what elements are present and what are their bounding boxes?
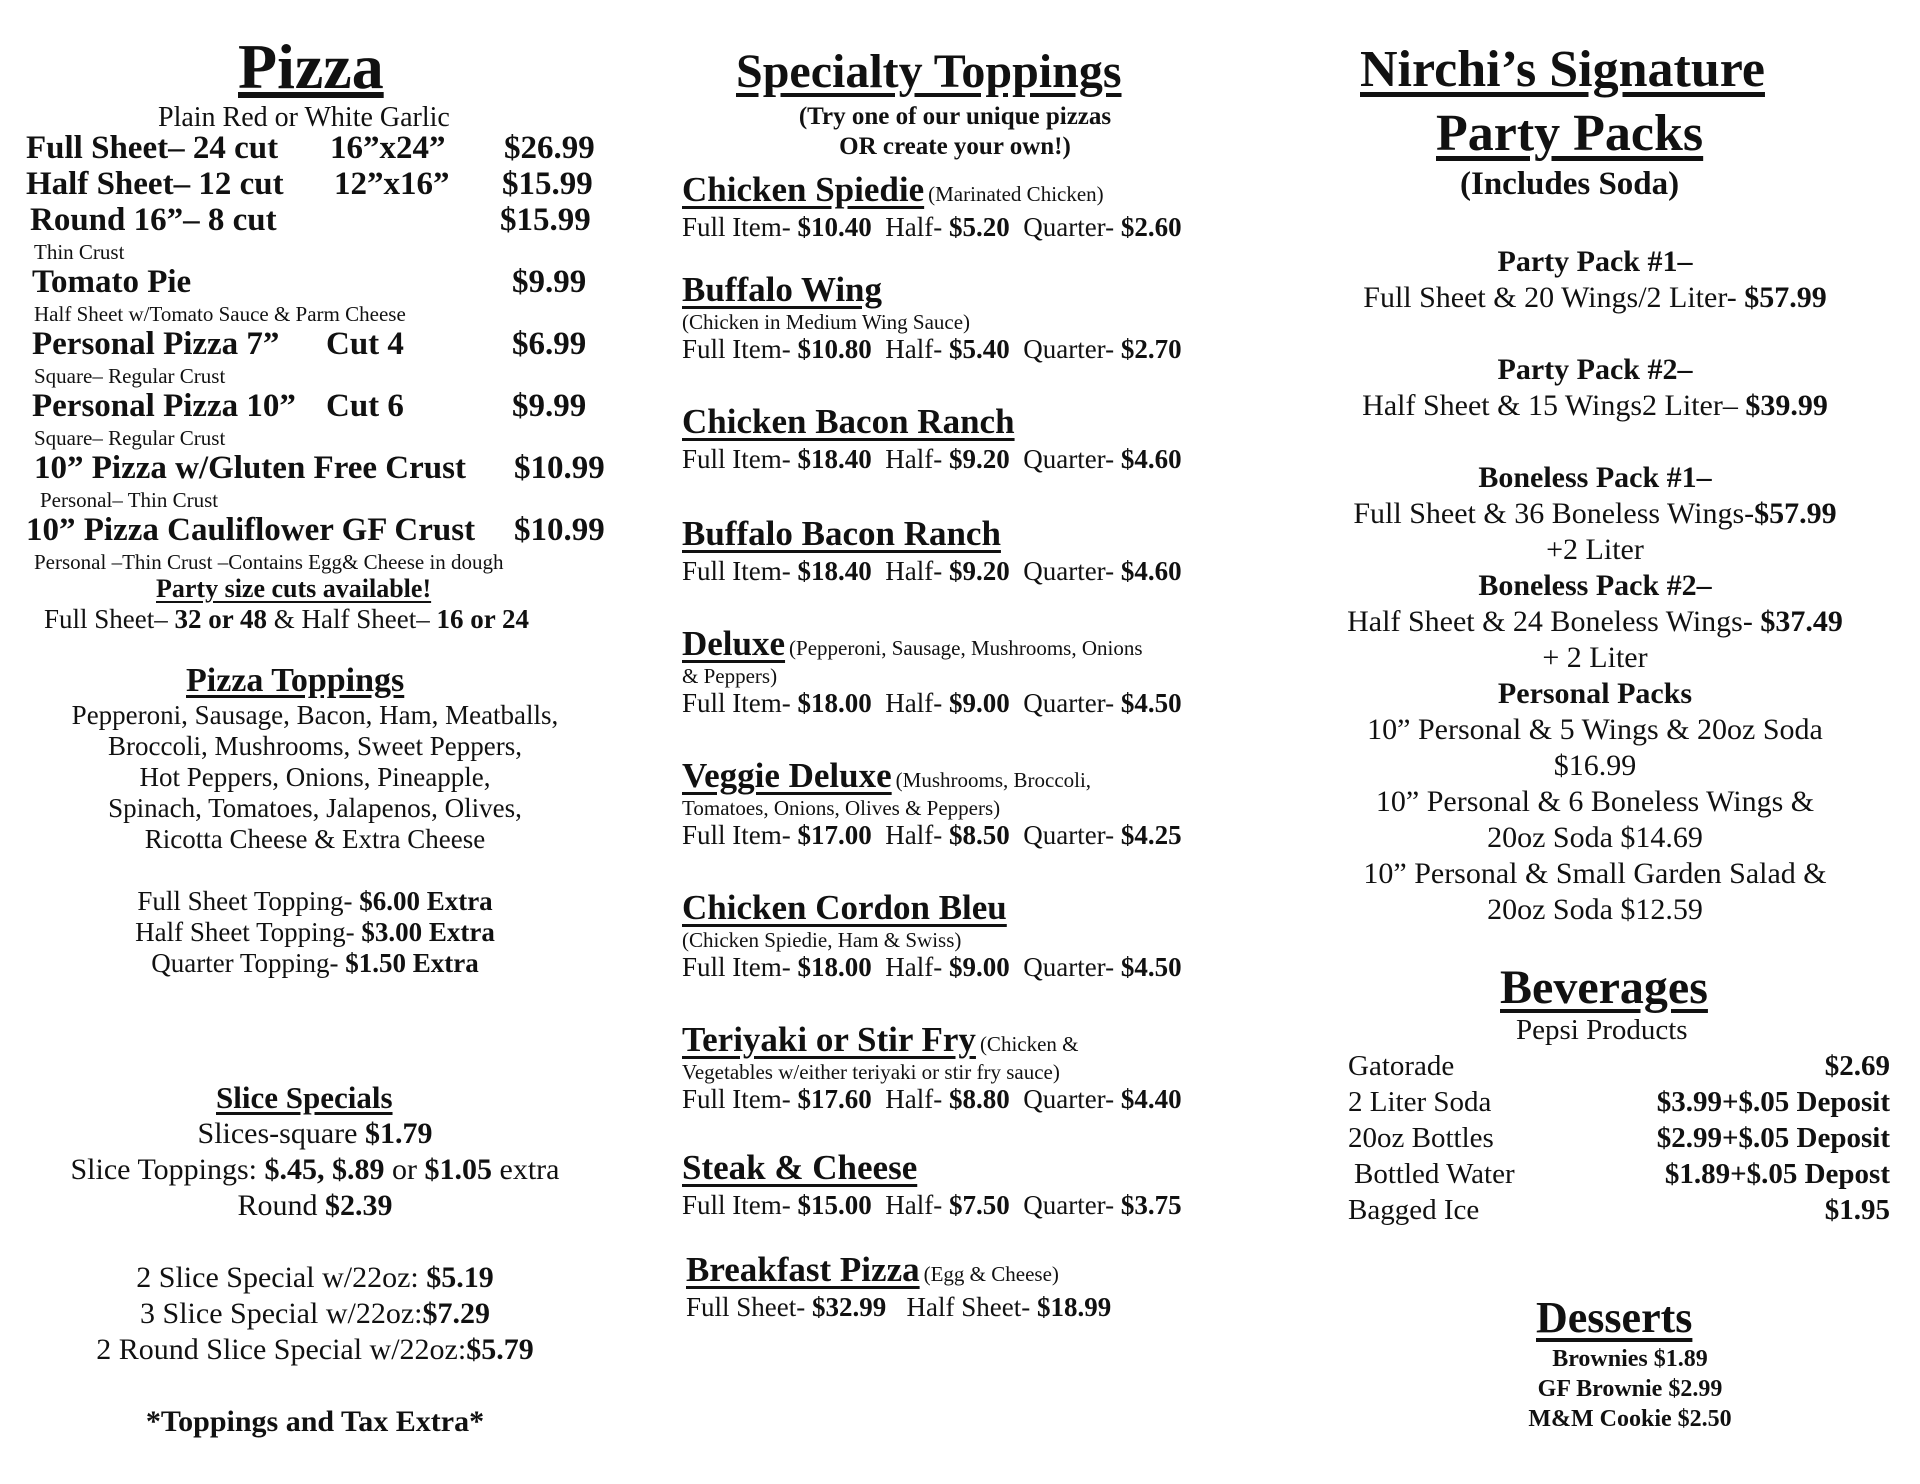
- beverage-price: $1.95: [1824, 1194, 1890, 1226]
- personal-pack-2-price: 20oz Soda $14.69: [1487, 821, 1703, 854]
- item-full-sheet: Full Sheet– 24 cut: [26, 130, 279, 166]
- quarter-label: Quarter-: [1023, 820, 1121, 850]
- price-full-sheet: $26.99: [504, 130, 595, 166]
- slice-toppings-label: Slice Toppings:: [70, 1153, 265, 1186]
- specialty-item-note: (Mushrooms, Broccoli,: [895, 768, 1092, 792]
- topping-price-quarter: [0, 948, 630, 979]
- specialty-item-note-2: Tomatoes, Onions, Olives & Peppers): [682, 796, 1001, 820]
- toppings-line: Spinach, Tomatoes, Jalapenos, Olives,: [108, 793, 522, 823]
- specialty-item-name: Buffalo Bacon Ranch: [682, 514, 1001, 553]
- breakfast-pizza-name: Breakfast Pizza: [686, 1250, 920, 1289]
- half-price: $8.80: [948, 1084, 1010, 1114]
- specialty-item-title-row: [682, 514, 1001, 554]
- slice-special-label: 2 Slice Special w/22oz:: [136, 1261, 427, 1294]
- topping-prices: [0, 886, 630, 979]
- personal-packs-title: Personal Packs: [1497, 677, 1693, 710]
- specialty-item-name: Teriyaki or Stir Fry: [682, 1020, 976, 1059]
- half-label: Half-: [885, 444, 949, 474]
- full-price: $10.40: [797, 212, 872, 242]
- slice-round-price: $2.39: [325, 1189, 393, 1222]
- beverage-price: $1.89+$.05 Depost: [1664, 1158, 1890, 1190]
- note-tomato-pie: Half Sheet w/Tomato Sauce & Parm Cheese: [34, 302, 406, 326]
- slice-square-label: Slices-square: [197, 1117, 365, 1150]
- specialty-item-note: (Marinated Chicken): [928, 182, 1104, 206]
- half-label: Half-: [885, 820, 949, 850]
- quarter-label: Quarter-: [1023, 1190, 1121, 1220]
- item-tomato-pie: Tomato Pie: [32, 264, 192, 300]
- party-pack-1-desc: [1310, 280, 1880, 316]
- beverages-title: Beverages: [1500, 961, 1708, 1014]
- slice-specials-list: [0, 1116, 630, 1440]
- full-price: $18.40: [797, 444, 872, 474]
- slice-special-3: [0, 1296, 630, 1332]
- full-price: $18.40: [797, 556, 872, 586]
- half-label: Half-: [885, 556, 949, 586]
- boneless-pack-2-text: Half Sheet & 24 Boneless Wings-: [1347, 605, 1761, 638]
- half-price: $9.00: [948, 688, 1010, 718]
- specialty-item-note-2: Vegetables w/either teriyaki or stir fry sauce): [682, 1060, 1060, 1084]
- full-price: $18.00: [797, 688, 872, 718]
- topping-price-value: $1.50 Extra: [345, 948, 479, 978]
- breakfast-full-label: Full Sheet-: [686, 1292, 812, 1322]
- item-half-sheet: Half Sheet– 12 cut: [26, 166, 284, 202]
- slice-special-price: $5.79: [466, 1333, 534, 1366]
- note-thin-crust: Thin Crust: [34, 240, 125, 264]
- topping-price-value: $3.00 Extra: [361, 917, 495, 947]
- slice-special-price: $5.19: [426, 1261, 494, 1294]
- beverage-name: 20oz Bottles: [1348, 1122, 1494, 1154]
- specialty-item-prices: [682, 688, 1182, 719]
- full-price: $17.00: [797, 820, 872, 850]
- boneless-pack-1-desc: [1310, 496, 1880, 532]
- personal-pack-3: 10” Personal & Small Garden Salad &: [1363, 857, 1827, 890]
- full-label: Full Item-: [682, 444, 798, 474]
- specialty-item-prices: [682, 556, 1182, 587]
- beverages-subtitle: Pepsi Products: [1516, 1014, 1688, 1046]
- size-half-sheet: 12”x16”: [334, 166, 450, 202]
- specialty-item-name: Deluxe: [682, 624, 786, 663]
- quarter-price: $3.75: [1120, 1190, 1182, 1220]
- slice-round: [0, 1188, 630, 1224]
- desserts-list: [1420, 1344, 1840, 1434]
- specialty-item-name: Chicken Bacon Ranch: [682, 402, 1015, 441]
- personal-pack-2: 10” Personal & 6 Boneless Wings &: [1375, 785, 1815, 818]
- specialty-item-note: (Pepperoni, Sausage, Mushrooms, Onions: [789, 636, 1143, 660]
- specialty-item-title-row: [682, 1148, 917, 1188]
- specialty-item-note-2: (Chicken Spiedie, Ham & Swiss): [682, 928, 962, 952]
- full-label: Full Item-: [682, 556, 798, 586]
- specialty-item-name: Buffalo Wing: [682, 270, 883, 309]
- half-label: Half-: [885, 1084, 949, 1114]
- pizza-subtitle: Plain Red or White Garlic: [158, 102, 450, 133]
- personal-pack-3-price: 20oz Soda $12.59: [1487, 893, 1703, 926]
- quarter-label: Quarter-: [1023, 556, 1121, 586]
- price-gluten-free: $10.99: [514, 450, 605, 486]
- toppings-line: Pepperoni, Sausage, Bacon, Ham, Meatballs,: [71, 700, 559, 730]
- half-label: Half-: [885, 688, 949, 718]
- topping-price-value: $6.00 Extra: [359, 886, 493, 916]
- note-gluten-free: Personal– Thin Crust: [40, 488, 219, 512]
- toppings-list: [0, 700, 630, 855]
- specialty-item-name: Chicken Cordon Bleu: [682, 888, 1007, 927]
- party-cuts-half-label: & Half Sheet–: [267, 604, 437, 634]
- half-price: $5.40: [948, 334, 1010, 364]
- party-cuts-half-value: 16 or 24: [436, 604, 529, 634]
- specialty-item-prices: [682, 952, 1182, 983]
- price-personal-10: $9.99: [512, 388, 587, 424]
- specialty-item-prices: [682, 1084, 1182, 1115]
- specialty-item-prices: [682, 444, 1182, 475]
- party-cuts-full-label: Full Sheet–: [44, 604, 175, 634]
- quarter-label: Quarter-: [1023, 1084, 1121, 1114]
- specialty-item-name: Steak & Cheese: [682, 1148, 918, 1187]
- party-pack-2-price: $39.99: [1745, 389, 1828, 422]
- specialty-item-note-2: & Peppers): [682, 664, 778, 688]
- dessert-item: GF Brownie $2.99: [1537, 1376, 1723, 1402]
- slice-square: [0, 1116, 630, 1152]
- quarter-label: Quarter-: [1023, 688, 1121, 718]
- breakfast-pizza-note: (Egg & Cheese): [923, 1262, 1059, 1286]
- slice-round-label: Round: [237, 1189, 325, 1222]
- price-round: $15.99: [500, 202, 591, 238]
- party-pack-1-title: Party Pack #1–: [1497, 245, 1693, 278]
- personal-pack-1-price: $16.99: [1553, 749, 1637, 782]
- party-cuts-line: [44, 604, 529, 635]
- boneless-pack-2-title: Boneless Pack #2–: [1478, 569, 1712, 602]
- beverage-name: Bagged Ice: [1348, 1194, 1480, 1226]
- full-label: Full Item-: [682, 212, 798, 242]
- pizza-title: Pizza: [238, 31, 384, 102]
- slice-toppings-price-a: $.45, $.89: [264, 1153, 385, 1186]
- boneless-pack-2-price: $37.49: [1760, 605, 1843, 638]
- dessert-item: M&M Cookie $2.50: [1528, 1406, 1732, 1432]
- personal-pack-1: 10” Personal & 5 Wings & 20oz Soda: [1367, 713, 1823, 746]
- slice-special-2: [0, 1260, 630, 1296]
- boneless-pack-2-desc: [1310, 604, 1880, 640]
- price-personal-7: $6.99: [512, 326, 587, 362]
- packs-title-2: Party Packs: [1436, 105, 1704, 162]
- item-personal-7: Personal Pizza 7”: [32, 326, 280, 362]
- slice-special-label: 3 Slice Special w/22oz:: [140, 1297, 423, 1330]
- breakfast-pizza-title-row: [686, 1250, 1059, 1290]
- quarter-price: $4.60: [1120, 556, 1182, 586]
- item-cauliflower: 10” Pizza Cauliflower GF Crust: [26, 512, 476, 548]
- half-price: $9.00: [948, 952, 1010, 982]
- beverage-name: 2 Liter Soda: [1348, 1086, 1492, 1118]
- specialty-item-title-row: [682, 402, 1015, 442]
- party-pack-1-price: $57.99: [1744, 281, 1827, 314]
- quarter-label: Quarter-: [1023, 334, 1121, 364]
- specialty-item-title-row: [682, 888, 1007, 928]
- breakfast-full-price: $32.99: [812, 1292, 887, 1322]
- party-pack-1-text: Full Sheet & 20 Wings/2 Liter-: [1363, 281, 1745, 314]
- specialty-subtitle-line: (Try one of our unique pizzas: [798, 103, 1112, 130]
- party-cuts-title: Party size cuts available!: [156, 574, 432, 603]
- dessert-item: Brownies $1.89: [1552, 1346, 1708, 1372]
- topping-price-label: Quarter Topping-: [151, 948, 346, 978]
- half-label: Half-: [885, 952, 949, 982]
- toppings-title: Pizza Toppings: [186, 662, 405, 699]
- specialty-subtitle: [680, 102, 1230, 162]
- quarter-price: $4.25: [1120, 820, 1182, 850]
- half-label: Half-: [885, 334, 949, 364]
- slice-special-price: $7.29: [422, 1297, 490, 1330]
- note-personal-10: Square– Regular Crust: [34, 426, 226, 450]
- slice-toppings-price-b: $1.05: [424, 1153, 493, 1186]
- slice-special-round: [0, 1332, 630, 1368]
- packs-subtitle: (Includes Soda): [1460, 166, 1680, 202]
- size-full-sheet: 16”x24”: [330, 130, 446, 166]
- boneless-pack-1-text: Full Sheet & 36 Boneless Wings-: [1353, 497, 1755, 530]
- note-cauliflower: Personal –Thin Crust –Contains Egg& Cheese in dough: [34, 550, 504, 574]
- topping-price-full: [0, 886, 630, 917]
- boneless-pack-1-price: $57.99: [1754, 497, 1837, 530]
- beverage-price: $2.69: [1824, 1050, 1890, 1082]
- toppings-line: Hot Peppers, Onions, Pineapple,: [139, 762, 491, 792]
- full-label: Full Item-: [682, 820, 798, 850]
- full-label: Full Item-: [682, 1084, 798, 1114]
- half-price: $5.20: [948, 212, 1010, 242]
- party-pack-2-title: Party Pack #2–: [1497, 353, 1693, 386]
- full-label: Full Item-: [682, 334, 798, 364]
- party-pack-2-desc: [1310, 388, 1880, 424]
- packs-list: [1310, 244, 1880, 928]
- half-label: Half-: [885, 1190, 949, 1220]
- beverage-price: $3.99+$.05 Deposit: [1656, 1086, 1890, 1118]
- full-label: Full Item-: [682, 1190, 798, 1220]
- price-tomato-pie: $9.99: [512, 264, 587, 300]
- boneless-pack-1-title: Boneless Pack #1–: [1478, 461, 1712, 494]
- specialty-item-prices: [682, 212, 1182, 243]
- specialty-item-name: Chicken Spiedie: [682, 170, 925, 209]
- full-price: $17.60: [797, 1084, 872, 1114]
- toppings-line: Broccoli, Mushrooms, Sweet Peppers,: [108, 731, 522, 761]
- quarter-price: $2.70: [1120, 334, 1182, 364]
- slice-toppings-or: or: [384, 1153, 425, 1186]
- specialty-item-name: Veggie Deluxe: [682, 756, 892, 795]
- cut-personal-10: Cut 6: [326, 388, 404, 424]
- item-personal-10: Personal Pizza 10”: [32, 388, 296, 424]
- specialty-item-note: (Chicken &: [979, 1032, 1079, 1056]
- specialty-item-prices: [682, 820, 1182, 851]
- desserts-title: Desserts: [1536, 1293, 1693, 1342]
- specialty-subtitle-line: OR create your own!): [839, 133, 1071, 160]
- quarter-price: $4.40: [1120, 1084, 1182, 1114]
- cut-personal-7: Cut 4: [326, 326, 404, 362]
- breakfast-half-price: $18.99: [1036, 1292, 1112, 1322]
- packs-title-1: Nirchi’s Signature: [1360, 41, 1765, 98]
- boneless-pack-1-extra: +2 Liter: [1546, 533, 1644, 566]
- beverage-name: Gatorade: [1348, 1050, 1455, 1082]
- item-round: Round 16”– 8 cut: [30, 202, 277, 238]
- quarter-price: $4.50: [1120, 952, 1182, 982]
- specialty-item-title-row: [682, 270, 882, 310]
- breakfast-half-label: Half Sheet-: [906, 1292, 1037, 1322]
- full-price: $10.80: [797, 334, 872, 364]
- full-price: $18.00: [797, 952, 872, 982]
- boneless-pack-2-extra: + 2 Liter: [1542, 641, 1648, 674]
- beverage-price: $2.99+$.05 Deposit: [1656, 1122, 1890, 1154]
- half-label: Half-: [885, 212, 949, 242]
- quarter-label: Quarter-: [1023, 444, 1121, 474]
- breakfast-pizza-prices: [686, 1292, 1111, 1323]
- beverage-name: Bottled Water: [1354, 1158, 1515, 1190]
- slice-specials-title: Slice Specials: [216, 1080, 393, 1115]
- topping-price-label: Half Sheet Topping-: [135, 917, 362, 947]
- slice-toppings-extra: extra: [492, 1153, 560, 1186]
- half-price: $9.20: [948, 444, 1010, 474]
- specialty-title: Specialty Toppings: [736, 45, 1122, 98]
- specialty-item-prices: [682, 1190, 1182, 1221]
- slice-square-price: $1.79: [364, 1117, 433, 1150]
- slice-toppings: [0, 1152, 630, 1188]
- topping-price-half: [0, 917, 630, 948]
- topping-price-label: Full Sheet Topping-: [137, 886, 360, 916]
- half-price: $8.50: [948, 820, 1010, 850]
- full-label: Full Item-: [682, 952, 798, 982]
- half-price: $7.50: [948, 1190, 1010, 1220]
- price-cauliflower: $10.99: [514, 512, 605, 548]
- party-cuts-full-value: 32 or 48: [174, 604, 268, 634]
- slice-special-label: 2 Round Slice Special w/22oz:: [96, 1333, 467, 1366]
- specialty-item-prices: [682, 334, 1182, 365]
- half-price: $9.20: [948, 556, 1010, 586]
- specialty-item-title-row: [682, 624, 1143, 664]
- quarter-price: $2.60: [1120, 212, 1182, 242]
- toppings-line: Ricotta Cheese & Extra Cheese: [144, 824, 486, 854]
- specialty-item-note-2: (Chicken in Medium Wing Sauce): [682, 310, 971, 334]
- party-pack-2-text: Half Sheet & 15 Wings2 Liter–: [1362, 389, 1746, 422]
- full-price: $15.00: [797, 1190, 872, 1220]
- toppings-tax-note: *Toppings and Tax Extra*: [145, 1405, 485, 1438]
- specialty-item-title-row: [682, 170, 1104, 210]
- quarter-label: Quarter-: [1023, 212, 1121, 242]
- specialty-item-title-row: [682, 756, 1091, 796]
- quarter-price: $4.50: [1120, 688, 1182, 718]
- quarter-label: Quarter-: [1023, 952, 1121, 982]
- item-gluten-free: 10” Pizza w/Gluten Free Crust: [34, 450, 466, 486]
- note-personal-7: Square– Regular Crust: [34, 364, 226, 388]
- quarter-price: $4.60: [1120, 444, 1182, 474]
- price-half-sheet: $15.99: [502, 166, 593, 202]
- specialty-item-title-row: [682, 1020, 1079, 1060]
- full-label: Full Item-: [682, 688, 798, 718]
